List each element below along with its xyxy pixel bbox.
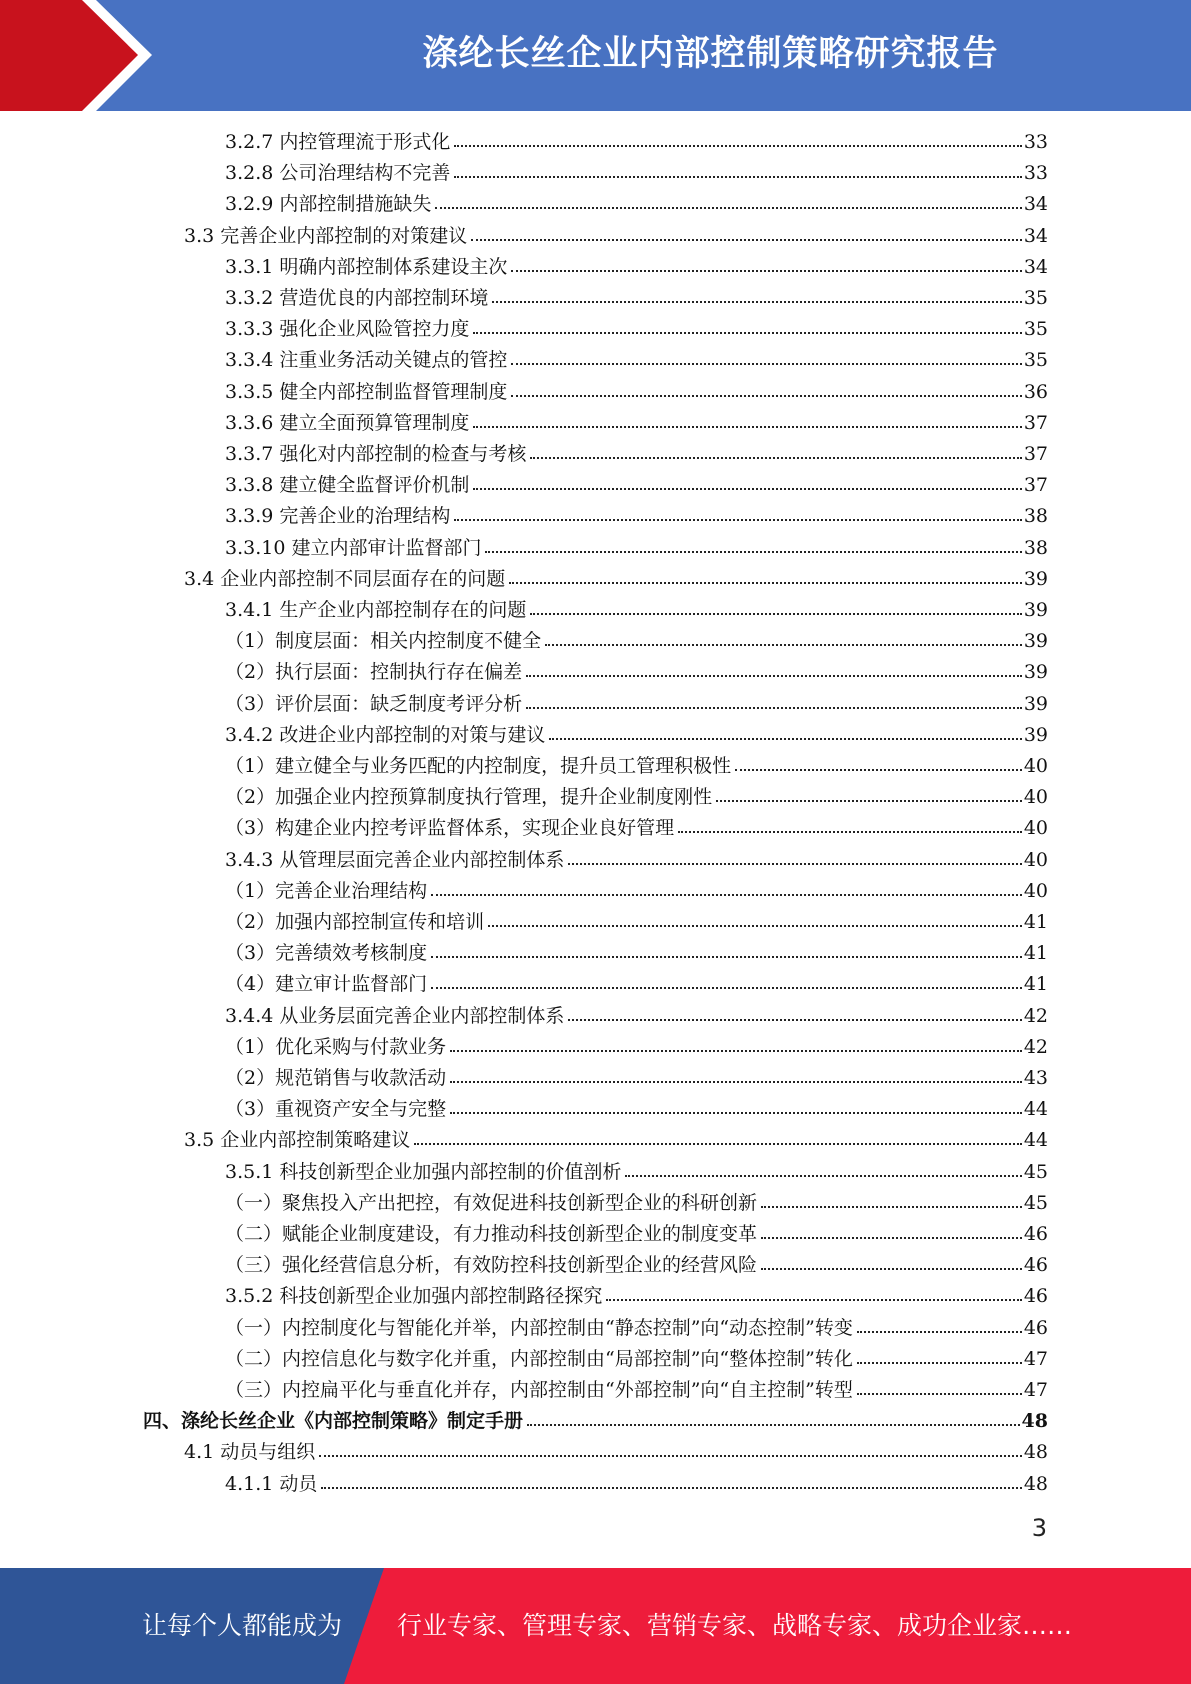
toc-entry[interactable] xyxy=(225,533,1048,564)
toc-leader-dots xyxy=(857,1375,1022,1395)
toc-entry-page: 33 xyxy=(1023,131,1048,153)
toc-entry[interactable] xyxy=(225,720,1048,751)
toc-entry-label: 3.3.5 健全内部控制监督管理制度 xyxy=(225,381,508,403)
toc-entry-page: 40 xyxy=(1023,786,1048,808)
toc-entry-page: 40 xyxy=(1023,755,1048,777)
toc-entry-label: 4.1.1 动员 xyxy=(225,1473,318,1495)
toc-entry-label: 3.2.8 公司治理结构不完善 xyxy=(225,162,451,184)
toc-entry-page: 40 xyxy=(1023,849,1048,871)
toc-entry-page: 34 xyxy=(1023,225,1048,247)
toc-entry[interactable] xyxy=(225,1063,1048,1094)
toc-entry-page: 39 xyxy=(1023,599,1048,621)
toc-leader-dots xyxy=(431,938,1022,958)
toc-entry-label: 3.4 企业内部控制不同层面存在的问题 xyxy=(184,568,506,590)
toc-leader-dots xyxy=(857,1344,1022,1364)
toc-entry-label: 3.4.3 从管理层面完善企业内部控制体系 xyxy=(225,849,565,871)
toc-entry-page: 39 xyxy=(1023,693,1048,715)
toc-entry-label: （一）聚焦投入产出把控，有效促进科技创新型企业的科研创新 xyxy=(225,1192,758,1214)
toc-entry-page: 46 xyxy=(1023,1223,1048,1245)
toc-entry[interactable] xyxy=(225,1001,1048,1032)
toc-entry-label: 3.4.1 生产企业内部控制存在的问题 xyxy=(225,599,527,621)
toc-entry-label: 3.3.8 建立健全监督评价机制 xyxy=(225,474,470,496)
toc-leader-dots xyxy=(530,439,1021,459)
toc-leader-dots xyxy=(526,657,1022,677)
toc-entry[interactable] xyxy=(184,564,1048,595)
document-title: 涤纶长丝企业内部控制策略研究报告 xyxy=(422,34,999,74)
toc-entry[interactable] xyxy=(225,1344,1048,1375)
toc-entry-page: 43 xyxy=(1023,1067,1048,1089)
toc-leader-dots xyxy=(761,1188,1022,1208)
toc-leader-dots xyxy=(625,1157,1021,1177)
toc-entry-label: 3.3.10 建立内部审计监督部门 xyxy=(225,537,482,559)
toc-entry[interactable] xyxy=(225,1094,1048,1125)
toc-entry[interactable] xyxy=(225,595,1048,626)
toc-entry-page: 34 xyxy=(1023,256,1048,278)
toc-leader-dots xyxy=(450,1063,1022,1083)
toc-entry[interactable] xyxy=(225,408,1048,439)
toc-entry[interactable] xyxy=(225,1313,1048,1344)
toc-entry-label: 3.5.1 科技创新型企业加强内部控制的价值剖析 xyxy=(225,1161,622,1183)
page-footer xyxy=(0,1568,1191,1684)
toc-entry-label: 四、涤纶长丝企业《内部控制策略》制定手册 xyxy=(143,1410,524,1432)
toc-entry[interactable] xyxy=(225,1032,1048,1063)
toc-entry[interactable] xyxy=(225,969,1048,1000)
toc-entry-page: 45 xyxy=(1023,1161,1048,1183)
toc-entry[interactable] xyxy=(184,1437,1048,1468)
toc-leader-dots xyxy=(450,1094,1022,1114)
toc-entry[interactable] xyxy=(225,1157,1048,1188)
toc-entry[interactable] xyxy=(225,1375,1048,1406)
toc-entry-page: 42 xyxy=(1023,1005,1048,1027)
toc-leader-dots xyxy=(568,1001,1021,1021)
toc-leader-dots xyxy=(473,314,1021,334)
toc-leader-dots xyxy=(527,1406,1020,1426)
toc-leader-dots xyxy=(761,1219,1022,1239)
toc-entry-label: （三）强化经营信息分析，有效防控科技创新型企业的经营风险 xyxy=(225,1254,758,1276)
toc-leader-dots xyxy=(606,1281,1021,1301)
toc-entry-page: 38 xyxy=(1023,505,1048,527)
toc-entry[interactable] xyxy=(225,938,1048,969)
toc-entry-page: 46 xyxy=(1023,1254,1048,1276)
toc-entry-label: 3.3.4 注重业务活动关键点的管控 xyxy=(225,349,508,371)
toc-entry-label: 3.3.1 明确内部控制体系建设主次 xyxy=(225,256,508,278)
toc-entry-label: （4）建立审计监督部门 xyxy=(225,973,428,995)
toc-entry-label: （1）建立健全与业务匹配的内控制度，提升员工管理积极性 xyxy=(225,755,732,777)
toc-leader-dots xyxy=(511,377,1021,397)
toc-leader-dots xyxy=(511,252,1021,272)
toc-entry-label: （二）内控信息化与数字化并重，内部控制由“局部控制”向“整体控制”转化 xyxy=(225,1348,853,1370)
toc-entry[interactable] xyxy=(225,470,1048,501)
header-red-chevron-icon xyxy=(0,0,138,111)
toc-entry[interactable] xyxy=(225,657,1048,688)
toc-leader-dots xyxy=(471,221,1022,241)
toc-entry-page: 41 xyxy=(1023,911,1048,933)
toc-entry[interactable] xyxy=(225,158,1048,189)
toc-leader-dots xyxy=(431,969,1022,989)
toc-entry[interactable] xyxy=(225,252,1048,283)
toc-entry[interactable] xyxy=(225,626,1048,657)
toc-leader-dots xyxy=(678,813,1022,833)
toc-entry-label: （3）完善绩效考核制度 xyxy=(225,942,428,964)
toc-entry-label: 3.3.2 营造优良的内部控制环境 xyxy=(225,287,489,309)
toc-entry-label: 3.3.9 完善企业的治理结构 xyxy=(225,505,451,527)
toc-entry-label: 3.4.2 改进企业内部控制的对策与建议 xyxy=(225,724,546,746)
toc-leader-dots xyxy=(473,408,1021,428)
toc-entry[interactable] xyxy=(225,907,1048,938)
page-header xyxy=(0,0,1191,111)
toc-entry-label: 3.5 企业内部控制策略建议 xyxy=(184,1129,411,1151)
toc-entry-page: 38 xyxy=(1023,537,1048,559)
toc-entry-page: 48 xyxy=(1021,1410,1048,1432)
toc-entry-page: 39 xyxy=(1023,724,1048,746)
toc-entry-label: 3.3.7 强化对内部控制的检查与考核 xyxy=(225,443,527,465)
toc-entry-label: 3.4.4 从业务层面完善企业内部控制体系 xyxy=(225,1005,565,1027)
toc-leader-dots xyxy=(450,1032,1022,1052)
footer-slogan-right: 行业专家、管理专家、营销专家、战略专家、成功企业家…… xyxy=(397,1611,1073,1640)
toc-entry-page: 48 xyxy=(1023,1441,1048,1463)
toc-entry[interactable] xyxy=(225,751,1048,782)
toc-leader-dots xyxy=(857,1313,1022,1333)
toc-entry-page: 35 xyxy=(1023,349,1048,371)
toc-entry-label: （2）加强企业内控预算制度执行管理，提升企业制度刚性 xyxy=(225,786,713,808)
toc-entry-label: （3）重视资产安全与完整 xyxy=(225,1098,447,1120)
toc-leader-dots xyxy=(431,876,1022,896)
toc-leader-dots xyxy=(414,1125,1022,1145)
toc-leader-dots xyxy=(435,189,1021,209)
toc-entry-page: 39 xyxy=(1023,630,1048,652)
toc-entry-label: （1）制度层面：相关内控制度不健全 xyxy=(225,630,542,652)
toc-entry-label: （3）评价层面：缺乏制度考评分析 xyxy=(225,693,523,715)
toc-leader-dots xyxy=(545,626,1022,646)
toc-entry-page: 42 xyxy=(1023,1036,1048,1058)
toc-leader-dots xyxy=(492,283,1021,303)
toc-entry-page: 39 xyxy=(1023,661,1048,683)
toc-entry-page: 40 xyxy=(1023,880,1048,902)
toc-entry-label: 3.3.6 建立全面预算管理制度 xyxy=(225,412,470,434)
toc-entry-page: 37 xyxy=(1023,412,1048,434)
toc-entry[interactable] xyxy=(225,813,1048,844)
toc-leader-dots xyxy=(488,907,1022,927)
toc-leader-dots xyxy=(321,1469,1021,1489)
toc-entry-label: （1）优化采购与付款业务 xyxy=(225,1036,447,1058)
toc-entry[interactable] xyxy=(225,1469,1048,1500)
footer-slogan-left: 让每个人都能成为 xyxy=(142,1611,343,1640)
toc-entry-page: 35 xyxy=(1023,287,1048,309)
toc-entry[interactable] xyxy=(225,189,1048,220)
toc-entry[interactable] xyxy=(184,221,1048,252)
toc-entry-label: 3.2.9 内部控制措施缺失 xyxy=(225,193,432,215)
toc-leader-dots xyxy=(511,345,1021,365)
toc-entry[interactable] xyxy=(225,845,1048,876)
toc-leader-dots xyxy=(735,751,1022,771)
toc-leader-dots xyxy=(530,595,1021,615)
toc-entry-page: 47 xyxy=(1023,1348,1048,1370)
toc-entry[interactable] xyxy=(225,1281,1048,1312)
toc-entry-label: （2）加强内部控制宣传和培训 xyxy=(225,911,485,933)
toc-leader-dots xyxy=(549,720,1021,740)
toc-entry[interactable] xyxy=(225,439,1048,470)
toc-entry[interactable] xyxy=(225,345,1048,376)
toc-entry-label: （二）赋能企业制度建设，有力推动科技创新型企业的制度变革 xyxy=(225,1223,758,1245)
toc-entry-page: 33 xyxy=(1023,162,1048,184)
toc-entry-page: 40 xyxy=(1023,817,1048,839)
toc-entry[interactable] xyxy=(225,1250,1048,1281)
toc-entry[interactable] xyxy=(184,1125,1048,1156)
toc-leader-dots xyxy=(473,470,1021,490)
toc-entry-label: （三）内控扁平化与垂直化并存，内部控制由“外部控制”向“自主控制”转型 xyxy=(225,1379,853,1401)
toc-leader-dots xyxy=(319,1437,1022,1457)
toc-entry-page: 37 xyxy=(1023,443,1048,465)
toc-entry-page: 44 xyxy=(1023,1098,1048,1120)
toc-entry-label: （2）规范销售与收款活动 xyxy=(225,1067,447,1089)
toc-entry-page: 48 xyxy=(1023,1473,1048,1495)
toc-entry[interactable] xyxy=(225,782,1048,813)
toc-entry-page: 41 xyxy=(1023,942,1048,964)
toc-entry-label: 3.3 完善企业内部控制的对策建议 xyxy=(184,225,468,247)
toc-entry[interactable] xyxy=(225,1188,1048,1219)
toc-entry-label: （一）内控制度化与智能化并举，内部控制由“静态控制”向“动态控制”转变 xyxy=(225,1317,853,1339)
toc-entry-page: 47 xyxy=(1023,1379,1048,1401)
toc-entry-page: 46 xyxy=(1023,1285,1048,1307)
toc-entry-label: （2）执行层面：控制执行存在偏差 xyxy=(225,661,523,683)
toc-entry-label: 3.2.7 内控管理流于形式化 xyxy=(225,131,451,153)
toc-entry[interactable] xyxy=(225,876,1048,907)
toc-entry-label: 3.3.3 强化企业风险管控力度 xyxy=(225,318,470,340)
toc-entry-page: 36 xyxy=(1023,381,1048,403)
toc-entry-label: 3.5.2 科技创新型企业加强内部控制路径探究 xyxy=(225,1285,603,1307)
toc-leader-dots xyxy=(716,782,1022,802)
toc-entry[interactable] xyxy=(225,283,1048,314)
toc-entry-page: 35 xyxy=(1023,318,1048,340)
toc-entry-page: 41 xyxy=(1023,973,1048,995)
toc-entry-page: 37 xyxy=(1023,474,1048,496)
toc-entry-page: 45 xyxy=(1023,1192,1048,1214)
toc-leader-dots xyxy=(454,127,1021,147)
toc-entry-label: （3）构建企业内控考评监督体系，实现企业良好管理 xyxy=(225,817,675,839)
toc-entry[interactable] xyxy=(143,1406,1048,1437)
toc-leader-dots xyxy=(568,845,1021,865)
toc-entry[interactable] xyxy=(225,1219,1048,1250)
toc-leader-dots xyxy=(454,501,1021,521)
toc-leader-dots xyxy=(526,689,1022,709)
toc-entry[interactable] xyxy=(225,377,1048,408)
toc-entry[interactable] xyxy=(225,689,1048,720)
toc-entry-page: 44 xyxy=(1023,1129,1048,1151)
toc-leader-dots xyxy=(454,158,1021,178)
toc-entry-page: 34 xyxy=(1023,193,1048,215)
toc-entry-page: 46 xyxy=(1023,1317,1048,1339)
toc-entry[interactable] xyxy=(225,501,1048,532)
toc-entry[interactable] xyxy=(225,314,1048,345)
toc-entry-page: 39 xyxy=(1023,568,1048,590)
toc-leader-dots xyxy=(509,564,1022,584)
page-number: 3 xyxy=(1031,1514,1047,1542)
toc-leader-dots xyxy=(485,533,1021,553)
toc-entry-label: 4.1 动员与组织 xyxy=(184,1441,316,1463)
toc-leader-dots xyxy=(761,1250,1022,1270)
toc-entry-label: （1）完善企业治理结构 xyxy=(225,880,428,902)
toc-entry[interactable] xyxy=(225,127,1048,158)
